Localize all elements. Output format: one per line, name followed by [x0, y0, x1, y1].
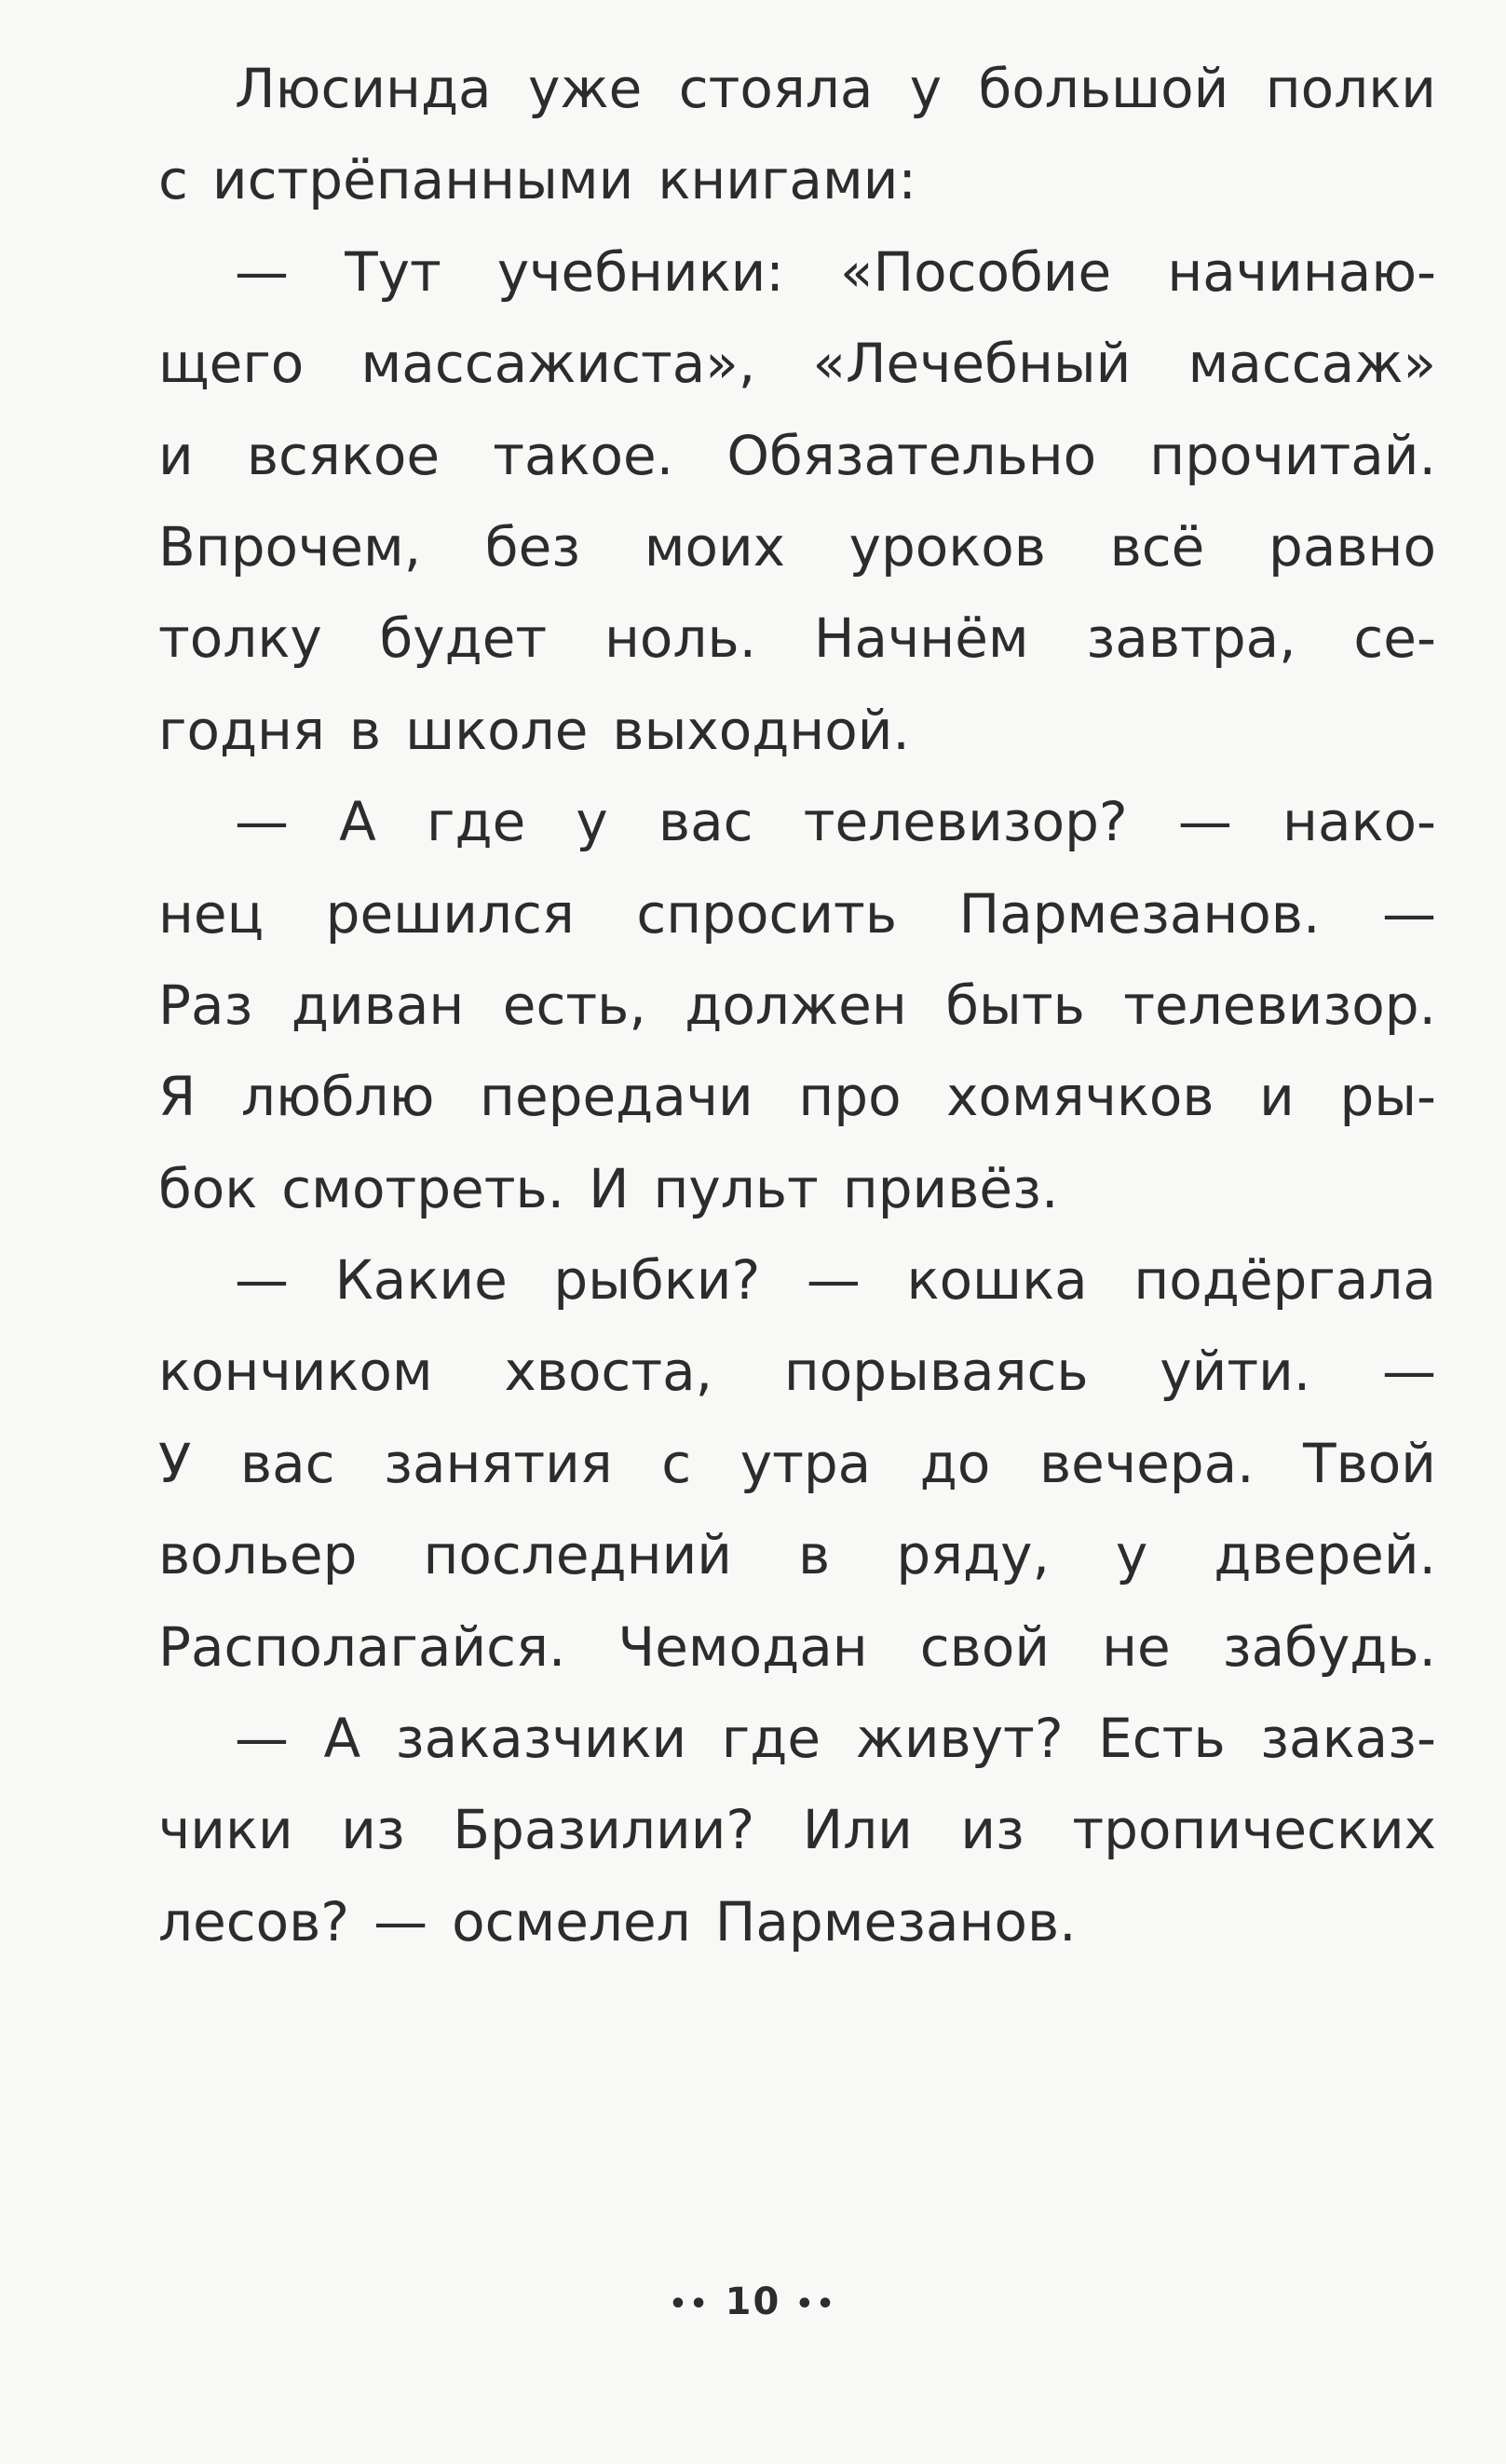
word: забудь.	[1222, 1614, 1436, 1679]
text-line	[158, 318, 1436, 409]
word: уроков	[848, 514, 1046, 579]
word: передачи	[480, 1065, 753, 1129]
word: и	[158, 423, 194, 487]
word: хомячков	[946, 1065, 1214, 1129]
word: телевизор?	[803, 790, 1128, 854]
word: заказ-	[1260, 1707, 1436, 1771]
word: кончиком	[158, 1340, 433, 1404]
word: —	[235, 1248, 289, 1313]
word: у	[1115, 1523, 1148, 1587]
word: лесов?	[158, 1889, 350, 1954]
word: живут?	[855, 1707, 1064, 1771]
word: есть,	[502, 973, 646, 1037]
word: быть	[945, 973, 1085, 1037]
word: Чемодан	[617, 1614, 868, 1679]
word: Люсинда	[235, 57, 492, 120]
page-number-value: 10	[725, 2280, 781, 2323]
word: где	[427, 790, 526, 854]
word: прочитай.	[1149, 423, 1436, 487]
word: хвоста,	[504, 1340, 713, 1404]
text-line	[158, 776, 1436, 867]
word: вольер	[158, 1523, 358, 1587]
word: Есть	[1098, 1707, 1226, 1771]
word: привёз.	[842, 1156, 1059, 1220]
word: се-	[1353, 606, 1436, 671]
word: стояла	[678, 57, 874, 120]
text-line	[158, 1509, 1436, 1600]
word: с	[158, 148, 188, 212]
word: истрёпанными	[211, 148, 634, 212]
text-line	[158, 1326, 1436, 1417]
word: пульт	[653, 1156, 819, 1220]
text-line	[158, 1693, 1436, 1784]
word: из	[960, 1798, 1024, 1862]
page-number-dots-left: ••	[669, 2287, 711, 2321]
word: кошка	[906, 1248, 1088, 1313]
word: Впрочем,	[158, 514, 422, 579]
word: Какие	[334, 1248, 508, 1313]
word: —	[235, 790, 289, 854]
word: учебники:	[496, 239, 784, 304]
word: смотреть.	[281, 1156, 565, 1220]
word: ноль.	[604, 606, 757, 671]
word: моих	[644, 514, 785, 579]
text-line	[158, 501, 1436, 592]
word: Или	[802, 1798, 913, 1862]
word: большой	[978, 57, 1229, 120]
word: щего	[158, 332, 305, 396]
word: вас	[239, 1431, 335, 1495]
text-line	[158, 960, 1436, 1051]
word: уже	[528, 57, 643, 120]
body-text	[158, 43, 1436, 1967]
word: Раз	[158, 973, 253, 1037]
word: Начнём	[813, 606, 1029, 671]
word: ры-	[1339, 1065, 1436, 1129]
word: начинаю-	[1167, 239, 1436, 304]
word: телевизор.	[1123, 973, 1436, 1037]
word: —	[235, 239, 289, 304]
word: —	[1381, 881, 1436, 946]
text-line	[158, 1234, 1436, 1326]
word: тропических	[1072, 1798, 1436, 1862]
word: порываясь	[783, 1340, 1089, 1404]
word: люблю	[240, 1065, 435, 1129]
text-line	[158, 685, 1436, 776]
word: Располагайся.	[158, 1614, 566, 1679]
word: свой	[919, 1614, 1051, 1679]
word: без	[484, 514, 581, 579]
word: осмелел	[452, 1889, 691, 1954]
text-line	[158, 43, 1436, 134]
word: дверей.	[1214, 1523, 1436, 1587]
word: массаж»	[1187, 332, 1436, 396]
word: —	[1177, 790, 1232, 854]
text-line	[158, 410, 1436, 501]
text-line	[158, 1418, 1436, 1509]
word: занятия	[384, 1431, 613, 1495]
word: не	[1102, 1614, 1171, 1679]
word: выходной.	[612, 698, 910, 762]
word: заказчики	[395, 1707, 687, 1771]
word: И	[589, 1156, 630, 1220]
text-line	[158, 1784, 1436, 1875]
word: в	[798, 1523, 831, 1587]
word: утра	[739, 1431, 872, 1495]
word: —	[1381, 1340, 1436, 1404]
word: всякое	[246, 423, 441, 487]
text-line	[158, 1876, 1436, 1967]
word: диван	[291, 973, 465, 1037]
word: «Лечебный	[812, 332, 1132, 396]
word: А	[323, 1707, 361, 1771]
word: такое.	[493, 423, 674, 487]
word: последний	[423, 1523, 732, 1587]
word: с	[661, 1431, 692, 1495]
word: —	[235, 1707, 289, 1771]
word: Твой	[1303, 1431, 1436, 1495]
text-line	[158, 1601, 1436, 1693]
word: Бразилии?	[453, 1798, 755, 1862]
text-line	[158, 226, 1436, 318]
word: из	[341, 1798, 405, 1862]
word: у	[909, 57, 943, 120]
word: полки	[1265, 57, 1436, 120]
word: вечера.	[1038, 1431, 1255, 1495]
word: всё	[1109, 514, 1205, 579]
word: Пармезанов.	[958, 881, 1321, 946]
word: где	[721, 1707, 821, 1771]
page-number	[0, 2280, 1506, 2323]
word: спросить	[636, 881, 898, 946]
word: вас	[658, 790, 753, 854]
text-line	[158, 592, 1436, 684]
word: У	[158, 1431, 192, 1495]
word: завтра,	[1086, 606, 1296, 671]
word: Обязательно	[726, 423, 1097, 487]
word: уйти.	[1160, 1340, 1311, 1404]
text-line	[158, 1143, 1436, 1234]
text-line	[158, 134, 1436, 225]
word: должен	[685, 973, 907, 1037]
page-number-dots-right: ••	[795, 2287, 837, 2321]
word: нако-	[1282, 790, 1436, 854]
word: ряду,	[896, 1523, 1050, 1587]
word: про	[798, 1065, 902, 1129]
word: годня	[158, 698, 325, 762]
word: Тут	[345, 239, 441, 304]
word: подёргала	[1133, 1248, 1436, 1313]
word: книгами:	[658, 148, 916, 212]
word: массажиста»,	[360, 332, 756, 396]
word: в	[348, 698, 382, 762]
word: —	[373, 1889, 428, 1954]
word: у	[576, 790, 608, 854]
word: равно	[1269, 514, 1436, 579]
word: будет	[379, 606, 548, 671]
word: чики	[158, 1798, 293, 1862]
word: толку	[158, 606, 322, 671]
word: и	[1259, 1065, 1295, 1129]
word: А	[339, 790, 376, 854]
word: школе	[405, 698, 589, 762]
word: до	[919, 1431, 991, 1495]
word: «Пособие	[840, 239, 1112, 304]
word: —	[806, 1248, 861, 1313]
word: Я	[158, 1065, 197, 1129]
word: бок	[158, 1156, 258, 1220]
word: Пармезанов.	[714, 1889, 1077, 1954]
text-line	[158, 868, 1436, 960]
text-line	[158, 1051, 1436, 1142]
word: рыбки?	[553, 1248, 761, 1313]
word: решился	[325, 881, 575, 946]
word: нец	[158, 881, 265, 946]
